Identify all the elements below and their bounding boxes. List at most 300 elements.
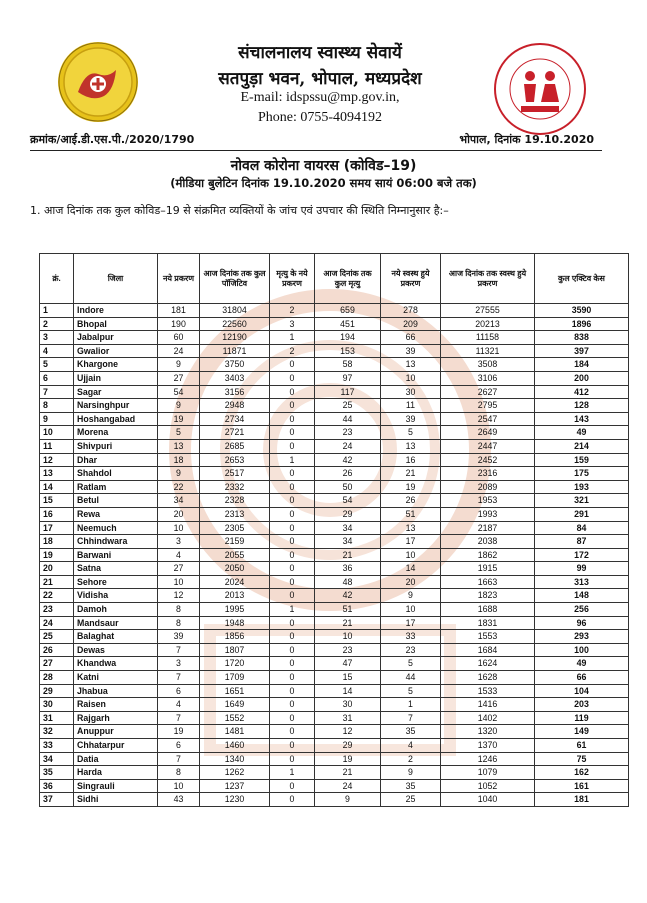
- cell-total-positive: 1552: [200, 711, 270, 725]
- cell-active-cases: 203: [535, 698, 629, 712]
- cell-total-positive: 11871: [200, 344, 270, 358]
- cell-active-cases: 291: [535, 507, 629, 521]
- table-row: [40, 467, 629, 481]
- cell-new-deaths: 1: [270, 603, 315, 617]
- cell-sn: 25: [40, 630, 74, 644]
- cell-new-deaths: 0: [270, 793, 315, 807]
- cell-new-cases: 27: [158, 371, 200, 385]
- cell-new-cases: 9: [158, 467, 200, 481]
- col-header-total-deaths: आज दिनांक तक कुल मृत्यु: [315, 254, 381, 304]
- cell-new-recovered: 23: [381, 643, 441, 657]
- table-row: [40, 426, 629, 440]
- cell-new-recovered: 51: [381, 507, 441, 521]
- cell-district: Hoshangabad: [74, 412, 158, 426]
- cell-new-deaths: 0: [270, 358, 315, 372]
- cell-total-positive: 12190: [200, 331, 270, 345]
- cell-total-deaths: 15: [315, 671, 381, 685]
- cell-new-recovered: 10: [381, 548, 441, 562]
- cell-new-recovered: 30: [381, 385, 441, 399]
- cell-total-deaths: 36: [315, 562, 381, 576]
- cell-district: Shahdol: [74, 467, 158, 481]
- reference-number: क्रमांक/आई.डी.एस.पी./2020/1790: [30, 133, 195, 146]
- col-header-new-cases: नये प्रकरण: [158, 254, 200, 304]
- nrhm-logo: [493, 42, 587, 136]
- cell-total-recovered: 11158: [441, 331, 535, 345]
- cell-total-deaths: 23: [315, 643, 381, 657]
- cell-active-cases: 200: [535, 371, 629, 385]
- table-row: [40, 562, 629, 576]
- cell-new-recovered: 25: [381, 793, 441, 807]
- cell-total-recovered: 2649: [441, 426, 535, 440]
- cell-active-cases: 84: [535, 521, 629, 535]
- cell-new-recovered: 10: [381, 371, 441, 385]
- cell-district: Jhabua: [74, 684, 158, 698]
- cell-new-cases: 9: [158, 399, 200, 413]
- cell-new-recovered: 1: [381, 698, 441, 712]
- cell-total-recovered: 3106: [441, 371, 535, 385]
- cell-sn: 30: [40, 698, 74, 712]
- cell-district: Anuppur: [74, 725, 158, 739]
- table-body: [40, 304, 629, 807]
- cell-new-recovered: 13: [381, 521, 441, 535]
- cell-new-recovered: 2: [381, 752, 441, 766]
- cell-new-deaths: 0: [270, 467, 315, 481]
- cell-new-cases: 8: [158, 603, 200, 617]
- cell-total-recovered: 2547: [441, 412, 535, 426]
- cell-new-cases: 19: [158, 725, 200, 739]
- cell-new-deaths: 0: [270, 548, 315, 562]
- cell-sn: 32: [40, 725, 74, 739]
- cell-total-deaths: 29: [315, 739, 381, 753]
- cell-district: Sidhi: [74, 793, 158, 807]
- cell-total-recovered: 1416: [441, 698, 535, 712]
- cell-total-recovered: 1663: [441, 575, 535, 589]
- table-row: [40, 344, 629, 358]
- cell-sn: 31: [40, 711, 74, 725]
- cell-new-deaths: 3: [270, 317, 315, 331]
- cell-new-deaths: 0: [270, 480, 315, 494]
- cell-new-recovered: 39: [381, 344, 441, 358]
- cell-new-cases: 7: [158, 752, 200, 766]
- cell-new-recovered: 17: [381, 535, 441, 549]
- reference-line: [30, 132, 602, 148]
- cell-total-deaths: 21: [315, 766, 381, 780]
- cell-total-deaths: 23: [315, 426, 381, 440]
- bulletin-subtitle: (मीडिया बुलेटिन दिनांक 19.10.2020 समय सायं 06:00 बजे तक): [170, 176, 477, 190]
- cell-active-cases: 3590: [535, 304, 629, 318]
- cell-total-positive: 2517: [200, 467, 270, 481]
- col-header-new-recovered: नये स्वस्थ हुये प्रकरण: [381, 254, 441, 304]
- cell-total-recovered: 2795: [441, 399, 535, 413]
- cell-sn: 9: [40, 412, 74, 426]
- cell-active-cases: 838: [535, 331, 629, 345]
- cell-new-cases: 7: [158, 711, 200, 725]
- cell-new-deaths: 2: [270, 344, 315, 358]
- cell-active-cases: 412: [535, 385, 629, 399]
- cell-new-deaths: 0: [270, 371, 315, 385]
- cell-total-positive: 1340: [200, 752, 270, 766]
- cell-district: Khargone: [74, 358, 158, 372]
- cell-total-recovered: 1040: [441, 793, 535, 807]
- cell-new-cases: 10: [158, 521, 200, 535]
- cell-total-positive: 1262: [200, 766, 270, 780]
- cell-total-positive: 2328: [200, 494, 270, 508]
- col-header-total-positive: आज दिनांक तक कुल पॉजिटिव: [200, 254, 270, 304]
- cell-sn: 6: [40, 371, 74, 385]
- cell-new-cases: 3: [158, 535, 200, 549]
- cell-total-recovered: 3508: [441, 358, 535, 372]
- cell-total-positive: 2948: [200, 399, 270, 413]
- table-row: [40, 711, 629, 725]
- cell-total-deaths: 29: [315, 507, 381, 521]
- cell-new-deaths: 0: [270, 521, 315, 535]
- cell-new-deaths: 0: [270, 616, 315, 630]
- cell-active-cases: 193: [535, 480, 629, 494]
- cell-new-cases: 181: [158, 304, 200, 318]
- cell-new-cases: 43: [158, 793, 200, 807]
- cell-total-positive: 1709: [200, 671, 270, 685]
- cell-total-deaths: 58: [315, 358, 381, 372]
- cell-sn: 8: [40, 399, 74, 413]
- cell-total-deaths: 14: [315, 684, 381, 698]
- cell-total-recovered: 2038: [441, 535, 535, 549]
- cell-district: Morena: [74, 426, 158, 440]
- cell-new-cases: 7: [158, 643, 200, 657]
- cell-total-deaths: 34: [315, 535, 381, 549]
- cell-total-positive: 2055: [200, 548, 270, 562]
- cell-total-recovered: 1533: [441, 684, 535, 698]
- cell-total-deaths: 24: [315, 439, 381, 453]
- cell-active-cases: 214: [535, 439, 629, 453]
- table-row: [40, 657, 629, 671]
- table-row: [40, 399, 629, 413]
- cell-total-deaths: 30: [315, 698, 381, 712]
- cell-new-deaths: 1: [270, 331, 315, 345]
- cell-new-cases: 22: [158, 480, 200, 494]
- cell-sn: 15: [40, 494, 74, 508]
- cell-new-deaths: 0: [270, 507, 315, 521]
- cell-active-cases: 161: [535, 779, 629, 793]
- cell-new-recovered: 19: [381, 480, 441, 494]
- cell-district: Harda: [74, 766, 158, 780]
- cell-new-deaths: 0: [270, 494, 315, 508]
- cell-total-deaths: 24: [315, 779, 381, 793]
- cell-sn: 3: [40, 331, 74, 345]
- cell-new-recovered: 5: [381, 684, 441, 698]
- cell-new-cases: 5: [158, 426, 200, 440]
- cell-total-positive: 2024: [200, 575, 270, 589]
- cell-total-recovered: 11321: [441, 344, 535, 358]
- cell-district: Raisen: [74, 698, 158, 712]
- cell-total-positive: 3403: [200, 371, 270, 385]
- cell-new-recovered: 278: [381, 304, 441, 318]
- cell-new-deaths: 0: [270, 698, 315, 712]
- cell-total-positive: 1720: [200, 657, 270, 671]
- cell-total-recovered: 2187: [441, 521, 535, 535]
- cell-district: Singrauli: [74, 779, 158, 793]
- cell-sn: 29: [40, 684, 74, 698]
- cell-new-recovered: 26: [381, 494, 441, 508]
- cell-new-deaths: 0: [270, 739, 315, 753]
- cell-total-deaths: 54: [315, 494, 381, 508]
- cell-new-cases: 39: [158, 630, 200, 644]
- state-health-logo: [56, 40, 140, 124]
- cell-new-recovered: 13: [381, 358, 441, 372]
- cell-new-deaths: 0: [270, 684, 315, 698]
- cell-sn: 12: [40, 453, 74, 467]
- col-header-total-recovered: आज दिनांक तक स्वस्थ हुये प्रकरण: [441, 254, 535, 304]
- cell-district: Jabalpur: [74, 331, 158, 345]
- cell-total-deaths: 97: [315, 371, 381, 385]
- cell-total-positive: 1807: [200, 643, 270, 657]
- cell-district: Vidisha: [74, 589, 158, 603]
- cell-district: Datia: [74, 752, 158, 766]
- cell-active-cases: 61: [535, 739, 629, 753]
- table-row: [40, 371, 629, 385]
- cell-new-recovered: 10: [381, 603, 441, 617]
- cell-district: Narsinghpur: [74, 399, 158, 413]
- cell-sn: 7: [40, 385, 74, 399]
- cell-active-cases: 75: [535, 752, 629, 766]
- table-row: [40, 779, 629, 793]
- cell-new-deaths: 1: [270, 766, 315, 780]
- cell-new-cases: 12: [158, 589, 200, 603]
- cell-total-deaths: 48: [315, 575, 381, 589]
- cell-sn: 22: [40, 589, 74, 603]
- cell-active-cases: 49: [535, 657, 629, 671]
- cell-new-deaths: 2: [270, 304, 315, 318]
- cell-sn: 2: [40, 317, 74, 331]
- cell-total-recovered: 1402: [441, 711, 535, 725]
- cell-district: Betul: [74, 494, 158, 508]
- email-line: E-mail: idspssu@mp.gov.in,: [240, 90, 400, 105]
- header-divider: [30, 150, 602, 151]
- cell-active-cases: 148: [535, 589, 629, 603]
- cell-active-cases: 149: [535, 725, 629, 739]
- cell-total-positive: 1856: [200, 630, 270, 644]
- cell-total-recovered: 1553: [441, 630, 535, 644]
- cell-total-recovered: 1831: [441, 616, 535, 630]
- cell-total-positive: 31804: [200, 304, 270, 318]
- cell-total-positive: 2313: [200, 507, 270, 521]
- cell-sn: 33: [40, 739, 74, 753]
- cell-new-cases: 6: [158, 739, 200, 753]
- cell-active-cases: 293: [535, 630, 629, 644]
- table-row: [40, 630, 629, 644]
- table-row: [40, 521, 629, 535]
- cell-total-recovered: 1862: [441, 548, 535, 562]
- cell-active-cases: 256: [535, 603, 629, 617]
- table-row: [40, 494, 629, 508]
- table-row: [40, 358, 629, 372]
- cell-new-cases: 3: [158, 657, 200, 671]
- cell-total-recovered: 2452: [441, 453, 535, 467]
- cell-active-cases: 172: [535, 548, 629, 562]
- cell-total-deaths: 19: [315, 752, 381, 766]
- phone-line: Phone: 0755-4094192: [257, 110, 383, 125]
- cell-new-recovered: 20: [381, 575, 441, 589]
- cell-active-cases: 96: [535, 616, 629, 630]
- cell-total-deaths: 51: [315, 603, 381, 617]
- cell-new-cases: 4: [158, 548, 200, 562]
- cell-total-deaths: 9: [315, 793, 381, 807]
- cell-new-deaths: 0: [270, 630, 315, 644]
- table-row: [40, 671, 629, 685]
- cell-district: Damoh: [74, 603, 158, 617]
- cell-sn: 4: [40, 344, 74, 358]
- table-row: [40, 412, 629, 426]
- cell-total-positive: 2685: [200, 439, 270, 453]
- cell-total-deaths: 34: [315, 521, 381, 535]
- table-row: [40, 752, 629, 766]
- cell-total-recovered: 1915: [441, 562, 535, 576]
- table-row: [40, 453, 629, 467]
- cell-sn: 16: [40, 507, 74, 521]
- cell-total-deaths: 153: [315, 344, 381, 358]
- cell-new-recovered: 35: [381, 779, 441, 793]
- cell-total-deaths: 12: [315, 725, 381, 739]
- cell-new-deaths: 0: [270, 643, 315, 657]
- cell-total-deaths: 21: [315, 616, 381, 630]
- table-header-row: [40, 254, 629, 304]
- cell-total-recovered: 1370: [441, 739, 535, 753]
- cell-new-recovered: 7: [381, 711, 441, 725]
- cell-new-cases: 8: [158, 766, 200, 780]
- cell-sn: 37: [40, 793, 74, 807]
- cell-active-cases: 66: [535, 671, 629, 685]
- cell-district: Chhatarpur: [74, 739, 158, 753]
- cell-total-positive: 1230: [200, 793, 270, 807]
- cell-new-recovered: 44: [381, 671, 441, 685]
- cell-active-cases: 313: [535, 575, 629, 589]
- cell-total-positive: 2332: [200, 480, 270, 494]
- cell-total-recovered: 1993: [441, 507, 535, 521]
- cell-total-deaths: 31: [315, 711, 381, 725]
- cell-new-cases: 7: [158, 671, 200, 685]
- cell-active-cases: 184: [535, 358, 629, 372]
- intro-note: 1. आज दिनांक तक कुल कोविड–19 से संक्रमित व्यक्तियों के जांच एवं उपचार की स्थिति निम्नानुसार है:–: [30, 204, 449, 217]
- cell-new-deaths: 0: [270, 671, 315, 685]
- cell-district: Shivpuri: [74, 439, 158, 453]
- cell-active-cases: 162: [535, 766, 629, 780]
- cell-total-positive: 1649: [200, 698, 270, 712]
- table-row: [40, 698, 629, 712]
- table-row: [40, 725, 629, 739]
- cell-total-recovered: 2627: [441, 385, 535, 399]
- cell-new-cases: 8: [158, 616, 200, 630]
- cell-total-positive: 2050: [200, 562, 270, 576]
- cell-new-cases: 34: [158, 494, 200, 508]
- cell-new-deaths: 0: [270, 399, 315, 413]
- cell-total-deaths: 10: [315, 630, 381, 644]
- cell-total-deaths: 42: [315, 453, 381, 467]
- cell-new-cases: 20: [158, 507, 200, 521]
- cell-sn: 34: [40, 752, 74, 766]
- cell-sn: 1: [40, 304, 74, 318]
- cell-district: Katni: [74, 671, 158, 685]
- cell-new-deaths: 0: [270, 779, 315, 793]
- cell-new-recovered: 11: [381, 399, 441, 413]
- table-row: [40, 317, 629, 331]
- cell-new-cases: 4: [158, 698, 200, 712]
- cell-new-recovered: 209: [381, 317, 441, 331]
- cell-new-recovered: 33: [381, 630, 441, 644]
- table-row: [40, 575, 629, 589]
- cell-total-positive: 1995: [200, 603, 270, 617]
- cell-total-positive: 2734: [200, 412, 270, 426]
- cell-new-cases: 190: [158, 317, 200, 331]
- cell-sn: 21: [40, 575, 74, 589]
- cell-total-recovered: 1823: [441, 589, 535, 603]
- cell-total-positive: 1481: [200, 725, 270, 739]
- cell-new-deaths: 0: [270, 535, 315, 549]
- org-line: संचालनालय स्वास्थ्य सेवायें: [238, 43, 402, 63]
- cell-new-recovered: 5: [381, 426, 441, 440]
- cell-district: Balaghat: [74, 630, 158, 644]
- table-row: [40, 603, 629, 617]
- cell-new-deaths: 0: [270, 725, 315, 739]
- table-row: [40, 643, 629, 657]
- cell-new-deaths: 0: [270, 711, 315, 725]
- cell-new-cases: 54: [158, 385, 200, 399]
- cell-new-cases: 6: [158, 684, 200, 698]
- cell-new-deaths: 0: [270, 752, 315, 766]
- cell-sn: 23: [40, 603, 74, 617]
- cell-total-recovered: 1624: [441, 657, 535, 671]
- cell-active-cases: 128: [535, 399, 629, 413]
- table-row: [40, 507, 629, 521]
- table-row: [40, 548, 629, 562]
- col-header-district: जिला: [74, 254, 158, 304]
- col-header-active-cases: कुल एक्टिव केस: [535, 254, 629, 304]
- cell-total-positive: 22560: [200, 317, 270, 331]
- cell-sn: 27: [40, 657, 74, 671]
- table-row: [40, 684, 629, 698]
- table-row: [40, 439, 629, 453]
- cell-active-cases: 99: [535, 562, 629, 576]
- cell-total-recovered: 27555: [441, 304, 535, 318]
- cell-total-deaths: 42: [315, 589, 381, 603]
- cell-new-cases: 13: [158, 439, 200, 453]
- cell-new-recovered: 16: [381, 453, 441, 467]
- cell-total-deaths: 659: [315, 304, 381, 318]
- place-date: भोपाल, दिनांक 19.10.2020: [459, 133, 594, 146]
- cell-sn: 28: [40, 671, 74, 685]
- cell-total-recovered: 1688: [441, 603, 535, 617]
- cell-sn: 13: [40, 467, 74, 481]
- cell-sn: 18: [40, 535, 74, 549]
- cell-active-cases: 104: [535, 684, 629, 698]
- cell-new-recovered: 14: [381, 562, 441, 576]
- cell-new-recovered: 17: [381, 616, 441, 630]
- cell-new-cases: 10: [158, 575, 200, 589]
- table-row: [40, 589, 629, 603]
- cell-new-deaths: 0: [270, 589, 315, 603]
- cell-total-deaths: 47: [315, 657, 381, 671]
- cell-total-recovered: 1246: [441, 752, 535, 766]
- cell-district: Khandwa: [74, 657, 158, 671]
- cell-new-cases: 9: [158, 358, 200, 372]
- cell-district: Ujjain: [74, 371, 158, 385]
- cell-total-deaths: 25: [315, 399, 381, 413]
- cell-district: Dewas: [74, 643, 158, 657]
- cell-total-positive: 1651: [200, 684, 270, 698]
- cell-total-recovered: 2089: [441, 480, 535, 494]
- cell-new-cases: 27: [158, 562, 200, 576]
- cell-district: Ratlam: [74, 480, 158, 494]
- cell-sn: 19: [40, 548, 74, 562]
- cell-new-recovered: 9: [381, 766, 441, 780]
